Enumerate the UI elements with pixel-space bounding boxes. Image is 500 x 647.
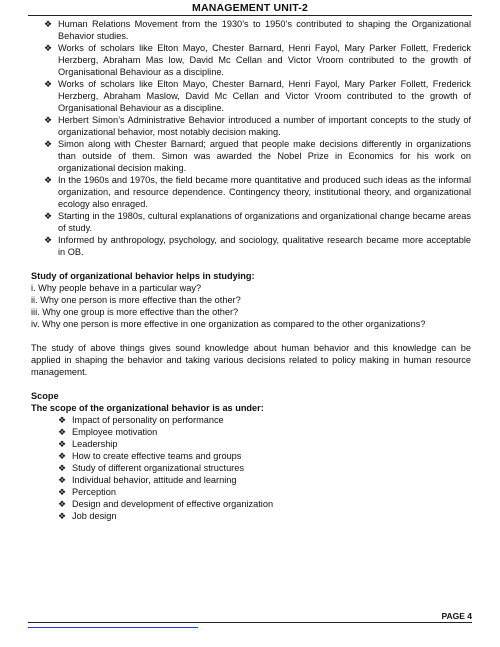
footer-rule xyxy=(28,622,472,623)
scope-item: ❖ Impact of personality on performance xyxy=(58,415,224,425)
scope-title: Scope xyxy=(31,391,59,401)
diamond-bullet-icon: ❖ xyxy=(44,211,53,221)
scope-item: ❖ Perception xyxy=(58,487,116,497)
bullet-item: ❖ Informed by anthropology, psychology, and sociology, qualitative research became more acceptable in OB. xyxy=(44,235,471,257)
header-rule xyxy=(28,15,472,16)
diamond-bullet-icon: ❖ xyxy=(44,139,53,149)
study-question: ii. Why one person is more effective than the other? xyxy=(31,295,241,305)
bullet-item: ❖ Herbert Simon’s Administrative Behavior introduced a number of important concepts to the study of organizational behavior, most notably decision making. xyxy=(44,115,471,137)
diamond-bullet-icon: ❖ xyxy=(44,79,53,89)
bullet-item: ❖ Works of scholars like Elton Mayo, Chester Barnard, Henri Fayol, Mary Parker Follett, Frederick Herzberg, Abraham Mas low, David Mc Cellan and Victor Vroom contributed to the growth of Organisational Behaviour as a discipline. xyxy=(44,43,471,77)
scope-heading: The scope of the organizational behavior is as under: xyxy=(31,403,264,413)
scope-item: ❖ How to create effective teams and groups xyxy=(58,451,242,461)
bullet-item: ❖ In the 1960s and 1970s, the field became more quantitative and produced such ideas as the informal organization, and resource dependence. Contingency theory, institutional theory, and organizational ecology also enraged. xyxy=(44,175,471,209)
diamond-bullet-icon: ❖ xyxy=(58,511,67,521)
diamond-bullet-icon: ❖ xyxy=(58,463,67,473)
diamond-bullet-icon: ❖ xyxy=(58,487,67,497)
bullet-item: ❖ Starting in the 1980s, cultural explanations of organizations and organizational change became areas of study. xyxy=(44,211,471,233)
history-bullet-list xyxy=(31,18,471,258)
scope-item: ❖ Individual behavior, attitude and learning xyxy=(58,475,237,485)
study-question: iii. Why one group is more effective than the other? xyxy=(31,307,239,317)
page-header: MANAGEMENT UNIT-2 xyxy=(192,2,308,14)
page-content xyxy=(31,18,471,522)
diamond-bullet-icon: ❖ xyxy=(58,475,67,485)
study-paragraph: The study of above things gives sound knowledge about human behavior and this knowledge can be applied in shaping the behavior and taking various decisions related to policy making in human resource management. xyxy=(31,343,471,377)
bullet-item: ❖ Simon along with Chester Barnard; argued that people make decisions differently in organizations than outside of them. Simon was awarded the Nobel Prize in Economics for his work on organizational decision making. xyxy=(44,139,471,173)
study-question: iv. Why one person is more effective in one organization as compared to the other organizations? xyxy=(31,319,426,329)
scope-list xyxy=(31,414,471,522)
diamond-bullet-icon: ❖ xyxy=(58,451,67,461)
diamond-bullet-icon: ❖ xyxy=(58,499,67,509)
study-question: i. Why people behave in a particular way? xyxy=(31,283,202,293)
scope-item: ❖ Leadership xyxy=(58,439,118,449)
footer-link-rule xyxy=(28,627,198,628)
page-number: PAGE 4 xyxy=(441,611,472,621)
diamond-bullet-icon: ❖ xyxy=(44,19,53,29)
scope-item: ❖ Study of different organizational structures xyxy=(58,463,244,473)
diamond-bullet-icon: ❖ xyxy=(44,43,53,53)
scope-item: ❖ Job design xyxy=(58,511,117,521)
scope-item: ❖ Employee motivation xyxy=(58,427,158,437)
diamond-bullet-icon: ❖ xyxy=(58,439,67,449)
diamond-bullet-icon: ❖ xyxy=(44,115,53,125)
bullet-item: ❖ Human Relations Movement from the 1930’s to 1950’s contributed to shaping the Organizational Behavior studies. xyxy=(44,19,471,41)
diamond-bullet-icon: ❖ xyxy=(58,415,67,425)
diamond-bullet-icon: ❖ xyxy=(44,235,53,245)
scope-item: ❖ Design and development of effective organization xyxy=(58,499,274,509)
study-heading: Study of organizational behavior helps in studying: xyxy=(31,271,255,281)
bullet-item: ❖ Works of scholars like Elton Mayo, Chester Barnard, Henri Fayol, Mary Parker Follett, Frederick Herzberg, Abraham Maslow, David Mc Cellan and Victor Vroom contributed to the growth of Organisational Behaviour as a discipline. xyxy=(44,79,471,113)
diamond-bullet-icon: ❖ xyxy=(44,175,53,185)
diamond-bullet-icon: ❖ xyxy=(58,427,67,437)
